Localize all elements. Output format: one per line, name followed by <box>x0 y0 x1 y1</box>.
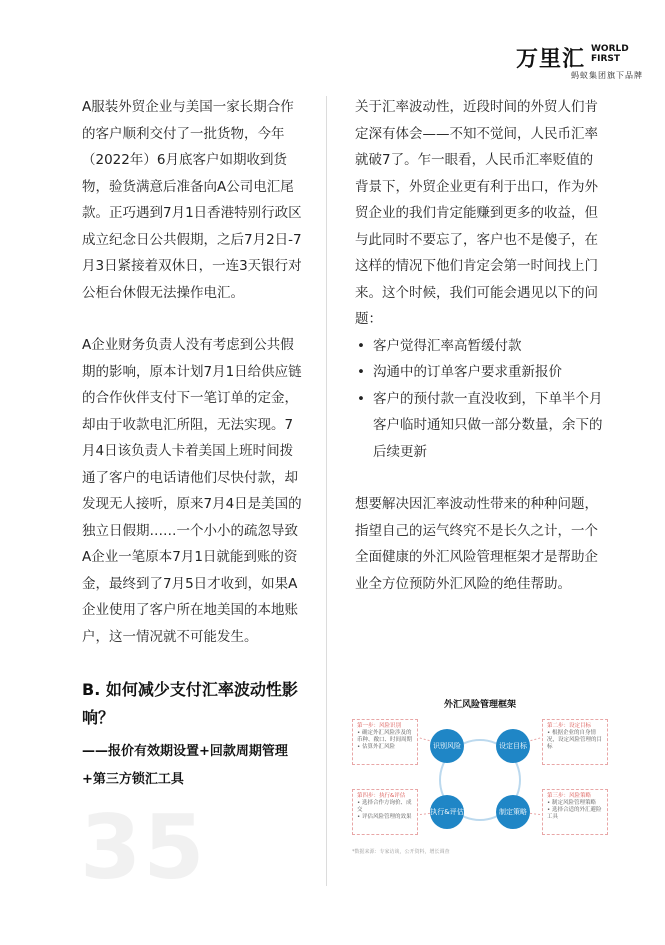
circle-identify-risk: 识别风险 <box>430 729 464 763</box>
step4-box: 第四步：执行&评估 • 选择合作方询价、成交 • 评估风险管理的效果 <box>352 789 418 835</box>
page-number-watermark: 35 <box>80 796 207 899</box>
logo-subtitle: 蚂蚁集团旗下品牌 <box>571 71 643 80</box>
issue-list <box>355 333 605 466</box>
right-paragraph-2: 想要解决因汇率波动性带来的种种问题，指望自己的运气终究不是长久之计，一个全面健康的外汇风险管理框架才是帮助企业全方位预防外汇风险的绝佳帮助。 <box>355 496 598 592</box>
left-paragraph-1: A服装外贸企业与美国一家长期合作的客户顺利交付了一批货物，今年（2022年）6月底客户如期收到货物，验货满意后准备向A公司电汇尾款。正巧遇到7月1日香港特别行政区成立纪念日公共假期，之后7月2日-7月3日紧接着双休日，一连3天银行对公柜台休假无法操作电汇。 <box>82 99 302 301</box>
circle-execute-evaluate: 执行&评估 <box>430 795 464 829</box>
diagram-title: 外汇风险管理框架 <box>443 700 516 710</box>
step2-box: 第二步：设定目标 • 根据企业的自身情况，设定风险管理的目标 <box>542 719 608 765</box>
section-heading: B. 如何减少支付汇率波动性影响？ <box>82 680 298 727</box>
logo-chinese: 万里汇 <box>515 47 585 72</box>
brand-logo <box>483 42 643 82</box>
step1-box: 第一步：风险识别 • 确定外汇风险涉及的币种、敞口、时间周期 • 估算外汇风险 <box>352 719 418 765</box>
step3-box: 第三步：风险策略 • 制定风险管理策略 • 选择合适的外汇避险工具 <box>542 789 608 835</box>
right-column <box>355 94 605 597</box>
circle-set-target: 设定目标 <box>496 729 530 763</box>
logo-english <box>591 44 643 64</box>
logo-english-line2: FIRST <box>591 54 621 64</box>
list-item: • 客户觉得汇率高暂缓付款 <box>357 337 522 354</box>
list-item: • 沟通中的订单客户要求重新报价 <box>357 364 562 380</box>
diagram-source: *数据来源：专家访谈，公开资料，增长调查 <box>352 849 450 855</box>
section-subheading: ——报价有效期设置+回款周期管理+第三方锁汇工具 <box>82 744 288 787</box>
left-column <box>82 94 304 794</box>
right-paragraph-1: 关于汇率波动性，近段时间的外贸人们肯定深有体会——不知不觉间，人民币汇率就破7了。乍一眼看，人民币汇率贬值的背景下，外贸企业更有利于出口，作为外贸企业的我们肯定能赚到更多的收益，但与此同时不要忘了，客户也不是傻子，在这样的情况下他们肯定会第一时间找上门来。这个时候，我们可能会遇见以下的问题： <box>355 99 598 327</box>
circle-make-strategy: 制定策略 <box>496 795 530 829</box>
fx-risk-framework-diagram <box>352 697 608 857</box>
left-paragraph-2: A企业财务负责人没有考虑到公共假期的影响，原本计划7月1日给供应链的合作伙伴支付下一笔订单的定金，却由于收款电汇所阻，无法实现。7月4日该负责人卡着美国上班时间拨通了客户的电话请他们尽快付款，却发现无人接听，原来7月4日是美国的独立日假期……一个小小的疏忽导致A企业一笔原本7月1日就能到账的资金，最终到了7月5日才收到，如果A企业使用了客户所在地美国的本地账户，这一情况就不可能发生。 <box>82 337 302 645</box>
column-divider <box>326 96 327 886</box>
list-item: • 客户的预付款一直没收到，下单半个月客户临时通知只做一部分数量，余下的后续更新 <box>357 390 603 460</box>
logo-english-line1: WORLD <box>591 44 629 54</box>
